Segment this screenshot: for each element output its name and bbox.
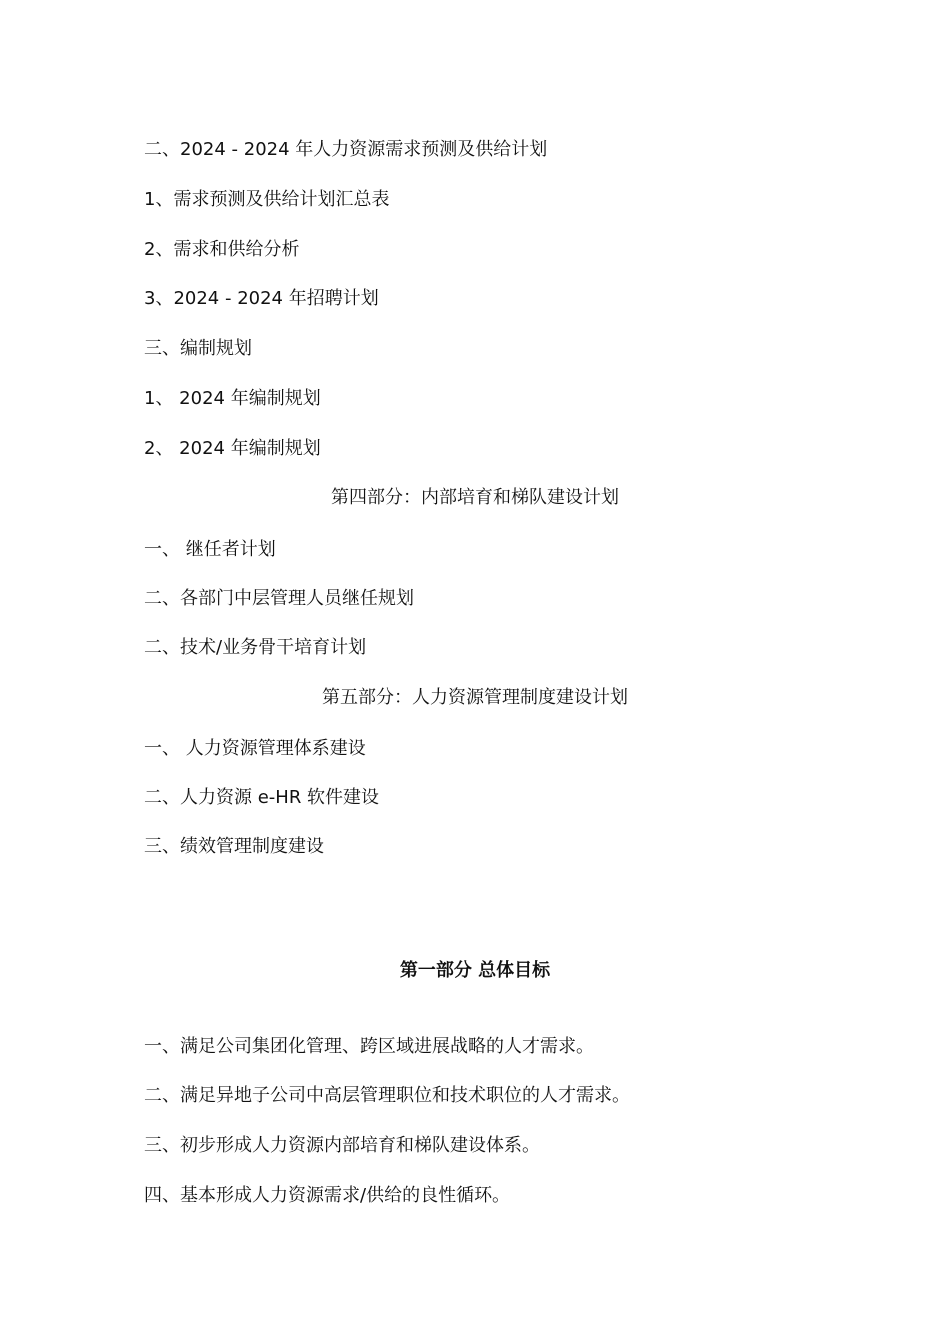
toc-item: 二、技术/业务骨干培育计划 [144,637,367,658]
toc-part5-title: 第五部分：人力资源管理制度建设计划 [322,687,628,708]
toc-item: 三、绩效管理制度建设 [144,836,324,857]
goal-item: 四、基本形成人力资源需求/供给的良性循环。 [144,1185,511,1206]
toc-part4-title: 第四部分：内部培育和梯队建设计划 [331,487,619,508]
goal-item: 三、初步形成人力资源内部培育和梯队建设体系。 [144,1135,540,1156]
toc-item: 二、各部门中层管理人员继任规划 [144,588,414,609]
goal-item: 一、满足公司集团化管理、跨区域进展战略的人才需求。 [144,1036,594,1057]
toc-item: 2、 2024 年编制规划 [144,438,321,459]
toc-item: 1、 2024 年编制规划 [144,388,321,409]
goal-item: 二、满足异地子公司中高层管理职位和技术职位的人才需求。 [144,1085,630,1106]
toc-item: 一、 继任者计划 [144,539,276,560]
toc-item: 二、2024 - 2024 年人力资源需求预测及供给计划 [144,139,548,160]
toc-item: 2、需求和供给分析 [144,239,300,260]
toc-item: 三、编制规划 [144,338,252,359]
toc-item: 一、 人力资源管理体系建设 [144,738,366,759]
toc-item: 二、人力资源 e-HR 软件建设 [144,787,380,808]
toc-item: 3、2024 - 2024 年招聘计划 [144,288,379,309]
toc-item: 1、需求预测及供给计划汇总表 [144,189,390,210]
section-title: 第一部分 总体目标 [399,960,551,981]
